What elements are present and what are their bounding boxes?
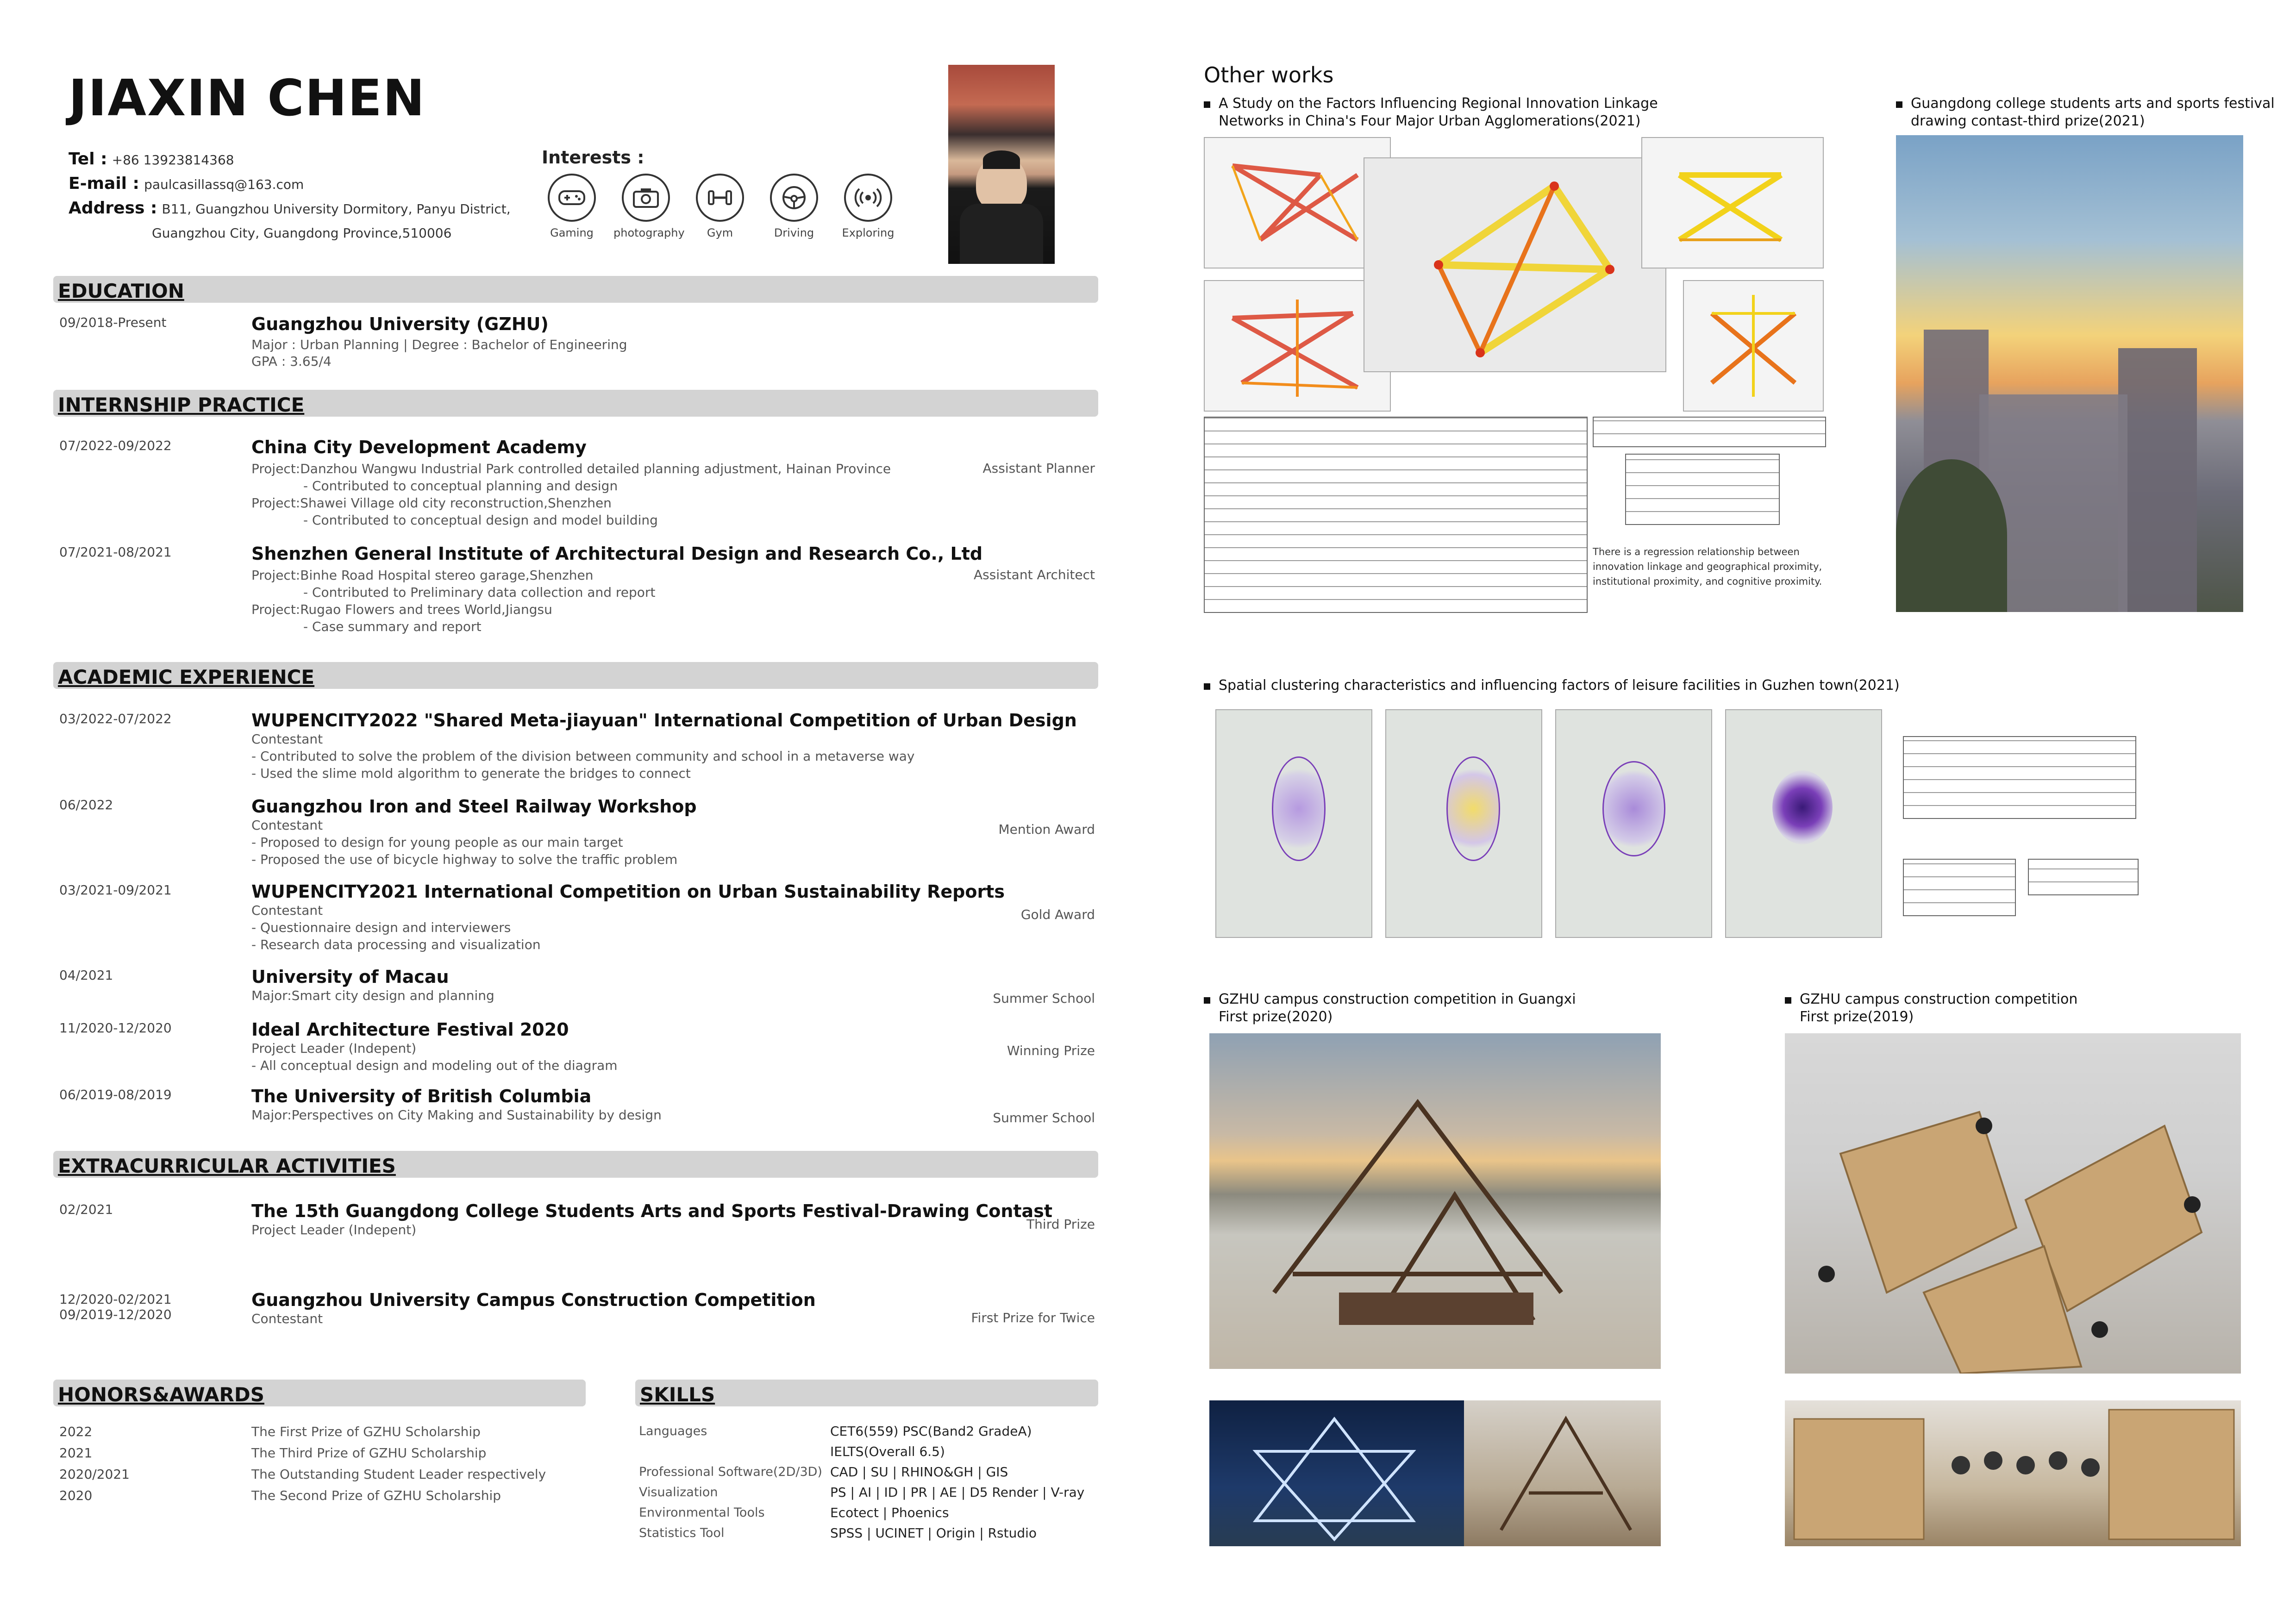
skill-value: SPSS | UCINET | Origin | Rstudio xyxy=(830,1525,1037,1541)
work1-caption-line2: Networks in China's Four Major Urban Agglomerations(2021) xyxy=(1219,113,1641,129)
address-line-2: Guangzhou City, Guangdong Province,510006 xyxy=(152,225,452,241)
internship-line: Project:Shawei Village old city reconstruction,Shenzhen xyxy=(251,495,612,511)
contact-block xyxy=(69,147,511,245)
extracurricular-title: The 15th Guangdong College Students Arts and Sports Festival-Drawing Contast xyxy=(251,1201,1052,1221)
section-header-education xyxy=(53,276,1098,303)
section-title: EXTRACURRICULAR ACTIVITIES xyxy=(58,1155,396,1177)
cluster-map-1 xyxy=(1215,709,1372,938)
data-table-model-summary xyxy=(2028,859,2139,895)
skill-value: CAD | SU | RHINO&GH | GIS xyxy=(830,1464,1008,1480)
interest-label: Gaming xyxy=(550,226,594,239)
academic-date: 03/2022-07/2022 xyxy=(59,711,172,726)
academic-line: - Questionnaire design and interviewers xyxy=(251,920,511,935)
work4-caption-line2: First prize(2020) xyxy=(1219,1009,1333,1025)
camera-icon xyxy=(622,174,670,222)
extracurricular-award: Third Prize xyxy=(1026,1217,1095,1232)
interest-label: Gym xyxy=(707,226,733,239)
internship-role: Assistant Planner xyxy=(982,461,1095,476)
academic-title: The University of British Columbia xyxy=(251,1086,592,1106)
work3-caption-line: Spatial clustering characteristics and influencing factors of leisure facilities in Guzhen town(2021) xyxy=(1219,677,1900,693)
bullet-icon xyxy=(1204,683,1210,690)
interest-gym xyxy=(688,174,752,239)
skill-label: Environmental Tools xyxy=(639,1505,765,1520)
photo-construction-night xyxy=(1209,1400,1464,1546)
interest-photography xyxy=(613,174,685,239)
internship-org: China City Development Academy xyxy=(251,437,587,457)
cluster-map-4 xyxy=(1725,709,1882,938)
extracurricular-award: First Prize for Twice xyxy=(971,1310,1095,1325)
work3-caption xyxy=(1204,677,1900,694)
gamepad-icon xyxy=(548,174,596,222)
honors-list xyxy=(251,1421,546,1506)
internship-line: - Contributed to Preliminary data collection and report xyxy=(303,585,656,600)
work2-caption xyxy=(1896,95,2275,130)
extracurricular-sub: Project Leader (Indepent) xyxy=(251,1222,417,1237)
academic-date: 06/2019-08/2019 xyxy=(59,1087,172,1102)
extracurricular-sub: Contestant xyxy=(251,1311,323,1326)
interest-label: Driving xyxy=(774,226,814,239)
internship-line: Project:Danzhou Wangwu Industrial Park controlled detailed planning adjustment, Hainan Province xyxy=(251,461,891,476)
academic-item xyxy=(251,710,1099,782)
academic-line: - Used the slime mold algorithm to generate the bridges to connect xyxy=(251,766,691,781)
work5-caption xyxy=(1785,991,2077,1026)
extracurricular-dates xyxy=(59,1292,172,1322)
internship-line: Project:Rugao Flowers and trees World,Jiangsu xyxy=(251,602,552,617)
honors-years xyxy=(59,1421,130,1506)
internship-item-body xyxy=(251,543,1099,635)
interest-exploring xyxy=(836,174,901,239)
photo-cardboard-pavilion xyxy=(1785,1033,2241,1374)
internship-line: Project:Binhe Road Hospital stereo garage,Shenzhen xyxy=(251,568,594,583)
photo-cardboard-team xyxy=(1785,1400,2241,1546)
section-title: HONORS&AWARDS xyxy=(58,1383,264,1406)
other-works-title: Other works xyxy=(1204,62,1334,87)
bullet-icon xyxy=(1204,997,1210,1004)
skill-value: CET6(559) PSC(Band2 GradeA) xyxy=(830,1424,1032,1439)
skill-label: Languages xyxy=(639,1424,707,1438)
data-table-regression xyxy=(1593,417,1826,447)
cluster-map-2 xyxy=(1385,709,1542,938)
skills-labels xyxy=(639,1421,822,1543)
academic-award: Summer School xyxy=(993,1110,1095,1125)
honor-year: 2022 xyxy=(59,1424,93,1439)
work1-caption xyxy=(1204,95,1658,130)
dumbbell-icon xyxy=(696,174,744,222)
honor-text: The First Prize of GZHU Scholarship xyxy=(251,1424,481,1439)
academic-line: - Proposed to design for young people as our main target xyxy=(251,835,623,850)
honor-year: 2020 xyxy=(59,1488,93,1503)
data-table-matrix xyxy=(1204,417,1588,613)
photo-construction-day xyxy=(1464,1400,1661,1546)
skill-label: Statistics Tool xyxy=(639,1526,725,1540)
photo-construction-2020 xyxy=(1209,1033,1661,1369)
academic-line: Contestant xyxy=(251,818,323,833)
honor-year: 2021 xyxy=(59,1445,93,1461)
section-title: ACADEMIC EXPERIENCE xyxy=(58,666,315,688)
academic-line: - Contributed to solve the problem of the division between community and school in a metaverse way xyxy=(251,749,915,764)
skill-value: Ecotect | Phoenics xyxy=(830,1505,949,1520)
address-line-1: B11, Guangzhou University Dormitory, Panyu District, xyxy=(162,201,511,217)
interests-title: Interests : xyxy=(542,147,644,168)
skill-label xyxy=(639,1442,822,1462)
section-title: INTERNSHIP PRACTICE xyxy=(58,394,305,416)
extracurricular-date: 12/2020-02/2021 xyxy=(59,1292,172,1307)
email-value: paulcasillassq@163.com xyxy=(144,177,304,192)
academic-date: 03/2021-09/2021 xyxy=(59,882,172,898)
profile-photo xyxy=(948,65,1055,264)
academic-title: University of Macau xyxy=(251,967,449,987)
section-header-skills xyxy=(635,1380,1098,1406)
academic-title: WUPENCITY2021 International Competition on Urban Sustainability Reports xyxy=(251,881,1005,902)
section-title: SKILLS xyxy=(640,1383,715,1406)
section-header-honors xyxy=(53,1380,586,1406)
work5-caption-line2: First prize(2019) xyxy=(1800,1009,1914,1025)
network-map-main xyxy=(1364,157,1666,372)
academic-title: Ideal Architecture Festival 2020 xyxy=(251,1019,569,1040)
academic-award: Summer School xyxy=(993,991,1095,1006)
work1-caption-line1: A Study on the Factors Influencing Regional Innovation Linkage xyxy=(1219,95,1658,112)
internship-line: - Contributed to conceptual planning and design xyxy=(303,478,618,493)
internship-line: - Contributed to conceptual design and model building xyxy=(303,512,658,528)
skill-label: Professional Software(2D/3D) xyxy=(639,1465,822,1479)
academic-date: 11/2020-12/2020 xyxy=(59,1020,172,1036)
signal-icon xyxy=(844,174,892,222)
honor-text: The Outstanding Student Leader respectively xyxy=(251,1467,546,1482)
internship-line: - Case summary and report xyxy=(303,619,482,634)
internship-date: 07/2022-09/2022 xyxy=(59,438,172,453)
internship-role: Assistant Architect xyxy=(973,567,1095,582)
data-table-crosstab xyxy=(1903,859,2016,916)
education-date: 09/2018-Present xyxy=(59,315,167,330)
education-gpa: GPA : 3.65/4 xyxy=(251,354,332,369)
resume-name: JIAXIN CHEN xyxy=(69,69,426,127)
extracurricular-date: 09/2019-12/2020 xyxy=(59,1307,172,1322)
tel-value: +86 13923814368 xyxy=(112,152,234,168)
steering-wheel-icon xyxy=(770,174,818,222)
watercolor-drawing xyxy=(1896,135,2243,612)
work4-caption-line1: GZHU campus construction competition in Guangxi xyxy=(1219,991,1576,1007)
academic-date: 04/2021 xyxy=(59,968,113,983)
education-major: Major : Urban Planning | Degree : Bachelor of Engineering xyxy=(251,337,627,352)
academic-line: Major:Smart city design and planning xyxy=(251,988,494,1003)
section-title: EDUCATION xyxy=(58,280,184,302)
tel-label: Tel : xyxy=(69,150,107,169)
extracurricular-date: 02/2021 xyxy=(59,1202,113,1217)
work5-caption-line1: GZHU campus construction competition xyxy=(1800,991,2078,1007)
data-table-regression-2 xyxy=(1903,736,2136,819)
academic-title: WUPENCITY2022 "Shared Meta-jiayuan" International Competition of Urban Design xyxy=(251,710,1077,731)
network-map-1 xyxy=(1204,137,1391,269)
network-map-2 xyxy=(1204,280,1391,412)
academic-line: Contestant xyxy=(251,731,323,747)
academic-award: Gold Award xyxy=(1020,907,1095,922)
work2-caption-line2: drawing contast-third prize(2021) xyxy=(1911,113,2145,129)
skill-label: Visualization xyxy=(639,1485,718,1499)
interest-driving xyxy=(762,174,826,239)
bullet-icon xyxy=(1785,997,1791,1004)
academic-line: - Research data processing and visualization xyxy=(251,937,541,952)
skill-value: IELTS(Overall 6.5) xyxy=(830,1444,945,1459)
address-label: Address : xyxy=(69,199,157,218)
skills-values xyxy=(830,1421,1084,1543)
bullet-icon xyxy=(1896,101,1902,108)
academic-title: Guangzhou Iron and Steel Railway Workshop xyxy=(251,796,697,817)
work2-caption-line1: Guangdong college students arts and sports festival xyxy=(1911,95,2275,112)
section-header-academic xyxy=(53,662,1098,689)
network-map-4 xyxy=(1683,280,1824,412)
education-school: Guangzhou University (GZHU) xyxy=(251,314,549,334)
work1-note: There is a regression relationship between innovation linkage and geographical proximity, institutional proximity, and cognitive proximity. xyxy=(1593,546,1822,587)
internship-item xyxy=(59,438,172,453)
academic-line: Project Leader (Indepent) xyxy=(251,1041,417,1056)
academic-award: Mention Award xyxy=(998,822,1095,837)
cluster-map-3 xyxy=(1555,709,1712,938)
data-table-coefficients xyxy=(1625,454,1780,525)
internship-date: 07/2021-08/2021 xyxy=(59,544,172,560)
network-map-3 xyxy=(1641,137,1824,269)
academic-line: Major:Perspectives on City Making and Sustainability by design xyxy=(251,1107,662,1123)
honor-text: The Third Prize of GZHU Scholarship xyxy=(251,1445,487,1461)
internship-item-body xyxy=(251,437,1099,529)
honor-text: The Second Prize of GZHU Scholarship xyxy=(251,1488,501,1503)
academic-line: - Proposed the use of bicycle highway to solve the traffic problem xyxy=(251,852,678,867)
extracurricular-title: Guangzhou University Campus Construction Competition xyxy=(251,1290,816,1310)
section-header-extracurricular xyxy=(53,1151,1098,1178)
interest-label: photography xyxy=(613,226,685,239)
academic-line: - All conceptual design and modeling out of the diagram xyxy=(251,1058,618,1073)
section-header-internship xyxy=(53,390,1098,417)
academic-award: Winning Prize xyxy=(1007,1043,1095,1058)
academic-line: Contestant xyxy=(251,903,323,918)
skill-value: PS | AI | ID | PR | AE | D5 Render | V-ray xyxy=(830,1485,1085,1500)
bullet-icon xyxy=(1204,101,1210,108)
academic-date: 06/2022 xyxy=(59,797,113,812)
work4-caption xyxy=(1204,991,1576,1026)
internship-org: Shenzhen General Institute of Architectural Design and Research Co., Ltd xyxy=(251,543,983,564)
interest-gaming xyxy=(539,174,604,239)
email-label: E-mail : xyxy=(69,174,139,193)
honor-year: 2020/2021 xyxy=(59,1467,130,1482)
interest-label: Exploring xyxy=(842,226,895,239)
